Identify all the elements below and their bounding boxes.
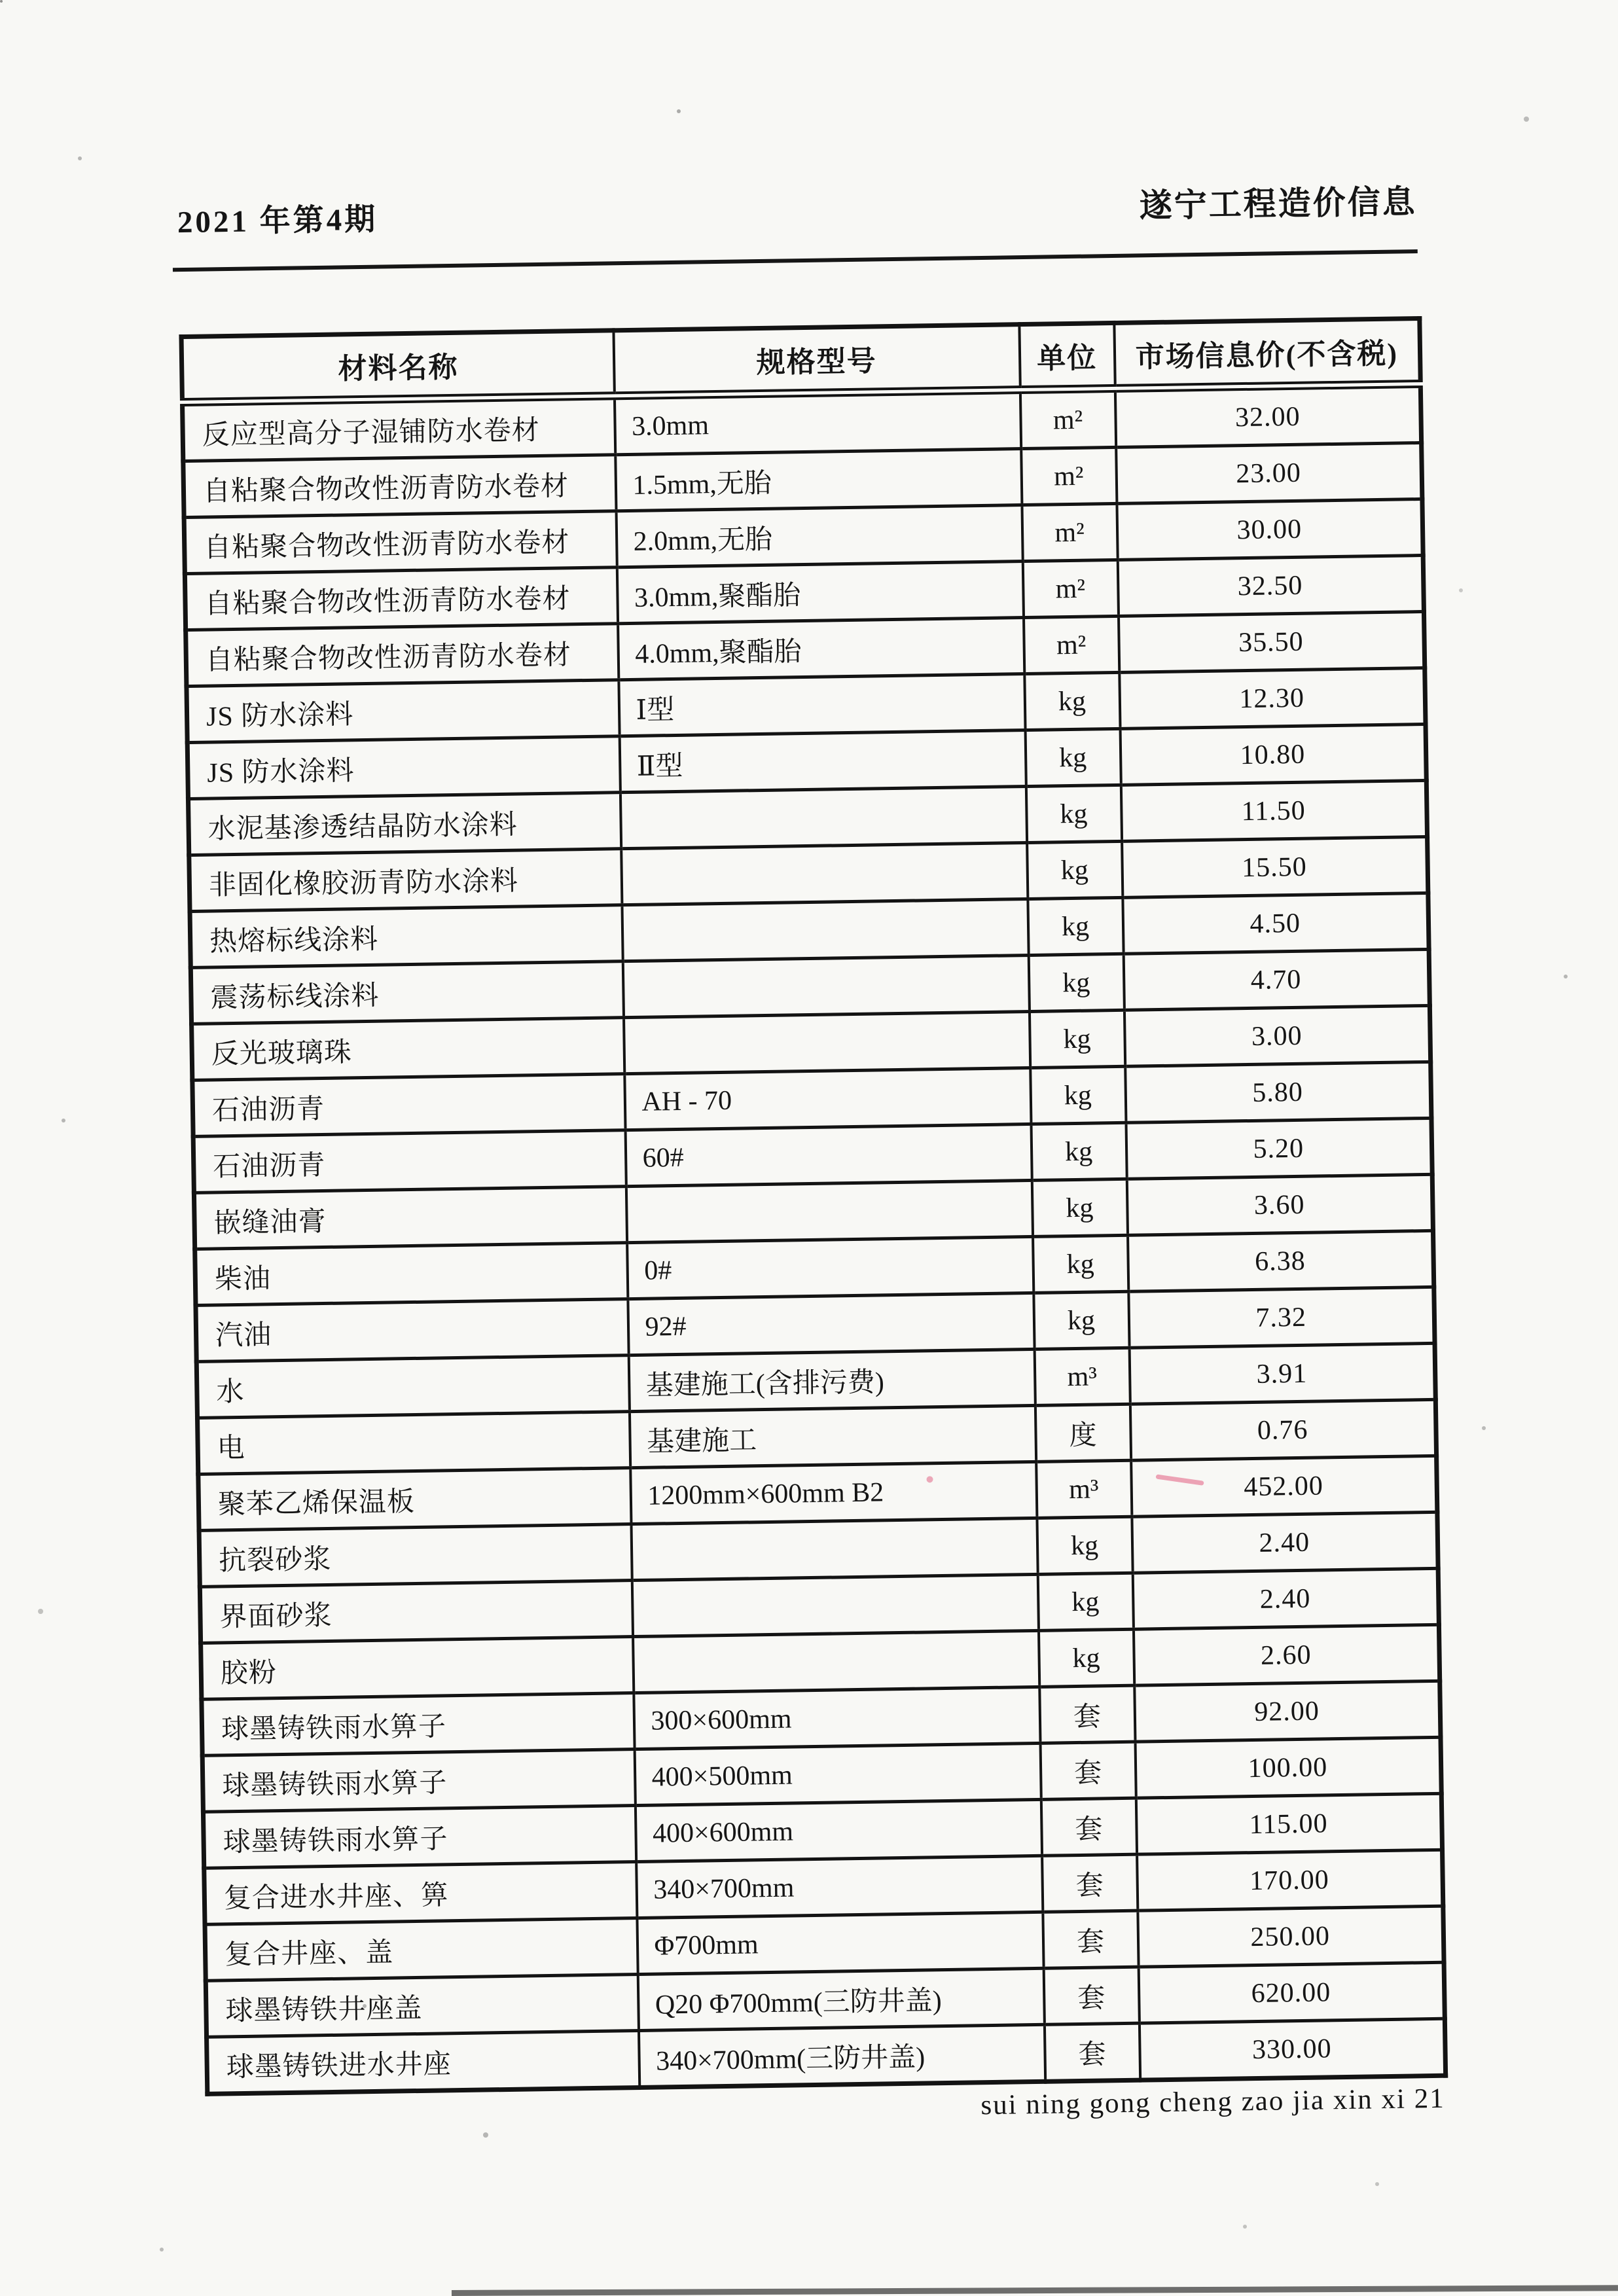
issue-label: 2021 年第4期 [177, 202, 378, 240]
cell-price: 4.70 [1123, 949, 1429, 1010]
material-price-table [179, 316, 1448, 2096]
cell-material-name: 热熔标线涂料 [190, 905, 622, 968]
cell-unit: kg [1032, 1179, 1127, 1236]
cell-price: 10.80 [1120, 724, 1426, 785]
cell-price: 2.40 [1132, 1512, 1438, 1573]
cell-price: 170.00 [1137, 1850, 1443, 1910]
cell-material-name: 复合进水井座、箅 [204, 1862, 637, 1925]
cell-material-name: 嵌缝油膏 [194, 1187, 626, 1249]
cell-price: 3.91 [1129, 1343, 1435, 1404]
col-header-spec-model: 规格型号 [613, 325, 1020, 396]
publication-title: 遂宁工程造价信息 [1139, 183, 1418, 224]
cell-price: 5.80 [1125, 1062, 1431, 1122]
cell-unit: 套 [1044, 2023, 1140, 2081]
cell-spec-model [624, 1011, 1030, 1073]
cell-unit: m³ [1034, 1348, 1130, 1405]
cell-spec-model [633, 1630, 1039, 1693]
cell-price: 100.00 [1135, 1737, 1441, 1798]
cell-price: 30.00 [1117, 499, 1423, 560]
cell-price: 115.00 [1136, 1793, 1442, 1854]
cell-material-name: 复合井座、盖 [205, 1918, 638, 1981]
cell-price: 250.00 [1138, 1906, 1444, 1967]
cell-unit: kg [1024, 672, 1120, 730]
cell-unit: 套 [1039, 1685, 1135, 1743]
cell-spec-model: Φ700mm [637, 1912, 1043, 1974]
cell-material-name: 界面砂浆 [200, 1581, 632, 1643]
cell-material-name: 水 [196, 1355, 629, 1418]
cell-spec-model: 300×600mm [634, 1687, 1040, 1749]
cell-price: 3.00 [1124, 1005, 1430, 1066]
cell-unit: kg [1034, 1291, 1129, 1349]
cell-material-name: 抗裂砂浆 [199, 1524, 632, 1587]
cell-spec-model: 2.0mm,无胎 [616, 505, 1022, 567]
cell-material-name: 震荡标线涂料 [190, 961, 623, 1024]
cell-material-name: JS 防水涂料 [187, 680, 619, 743]
cell-spec-model [620, 787, 1026, 849]
cell-price: 32.50 [1117, 555, 1424, 616]
cell-spec-model: 4.0mm,聚酯胎 [618, 618, 1024, 680]
cell-spec-model: 基建施工(含排污费) [628, 1349, 1035, 1411]
cell-unit: 套 [1042, 1854, 1138, 1912]
cell-material-name: 电 [198, 1412, 630, 1475]
cell-spec-model: 3.0mm [614, 390, 1020, 455]
cell-spec-model [621, 843, 1028, 905]
cell-material-name: 柴油 [195, 1243, 628, 1306]
cell-unit: 套 [1043, 1910, 1138, 1968]
cell-unit: 套 [1040, 1742, 1136, 1799]
cell-material-name: 自粘聚合物改性沥青防水卷材 [185, 567, 617, 630]
cell-material-name: 胶粉 [201, 1637, 634, 1700]
scan-artifact-pink-dot [926, 1476, 933, 1482]
cell-spec-model [631, 1518, 1037, 1580]
cell-unit: m³ [1036, 1460, 1132, 1518]
cell-unit: m² [1022, 560, 1118, 617]
cell-material-name: 球墨铸铁雨水箅子 [202, 1693, 634, 1756]
cell-unit: kg [1031, 1122, 1126, 1180]
cell-price: 2.60 [1133, 1624, 1439, 1685]
col-header-unit: 单位 [1019, 323, 1115, 389]
cell-unit: kg [1029, 1010, 1124, 1067]
cell-material-name: 石油沥青 [192, 1074, 625, 1137]
cell-spec-model [622, 899, 1028, 961]
cell-unit: m² [1022, 503, 1117, 561]
cell-spec-model: 340×700mm(三防井盖) [638, 2024, 1045, 2087]
cell-spec-model: Q20 Φ700mm(三防井盖) [638, 1968, 1044, 2030]
cell-price: 92.00 [1134, 1681, 1441, 1742]
cell-unit: 套 [1041, 1798, 1136, 1856]
cell-material-name: 球墨铸铁进水井座 [207, 2031, 639, 2094]
cell-spec-model: 92# [628, 1293, 1034, 1355]
cell-spec-model: Ⅰ型 [619, 674, 1025, 736]
cell-unit: m² [1021, 447, 1117, 505]
cell-spec-model: 基建施工 [629, 1405, 1035, 1467]
cell-price: 620.00 [1138, 1962, 1445, 2023]
cell-unit: kg [1027, 841, 1123, 899]
cell-spec-model [626, 1180, 1032, 1242]
cell-price: 23.00 [1116, 443, 1422, 504]
cell-material-name: 反应型高分子湿铺防水卷材 [182, 396, 615, 461]
cell-unit: kg [1033, 1235, 1128, 1293]
cell-price: 35.50 [1118, 611, 1424, 672]
cell-material-name: 自粘聚合物改性沥青防水卷材 [183, 455, 616, 518]
cell-spec-model: 1200mm×600mm B2 [630, 1462, 1037, 1524]
cell-spec-model: 0# [627, 1236, 1034, 1299]
cell-material-name: 自粘聚合物改性沥青防水卷材 [184, 511, 617, 574]
cell-price: 452.00 [1131, 1456, 1437, 1516]
cell-unit: 度 [1035, 1404, 1130, 1462]
cell-unit: kg [1030, 1066, 1126, 1124]
cell-unit: kg [1028, 954, 1124, 1011]
cell-material-name: 球墨铸铁井座盖 [206, 1975, 638, 2037]
header-rule [173, 249, 1418, 272]
cell-price: 2.40 [1132, 1568, 1439, 1629]
cell-material-name: 非固化橡胶沥青防水涂料 [189, 849, 622, 912]
cell-material-name: 自粘聚合物改性沥青防水卷材 [186, 624, 619, 687]
cell-spec-model: 3.0mm,聚酯胎 [617, 562, 1023, 624]
cell-material-name: 石油沥青 [193, 1130, 626, 1193]
cell-price: 15.50 [1122, 836, 1428, 897]
cell-price: 3.60 [1126, 1174, 1433, 1235]
cell-unit: kg [1037, 1516, 1132, 1574]
cell-spec-model [632, 1574, 1038, 1636]
cell-material-name: 聚苯乙烯保温板 [198, 1468, 631, 1531]
cell-unit: kg [1025, 728, 1121, 786]
cell-unit: kg [1026, 785, 1121, 842]
page-footer-pinyin: sui ning gong cheng zao jia xin xi 21 [980, 2083, 1445, 2121]
cell-price: 330.00 [1139, 2018, 1445, 2080]
cell-spec-model [622, 955, 1029, 1017]
cell-spec-model: Ⅱ型 [619, 730, 1026, 793]
cell-unit: m² [1024, 616, 1119, 673]
table-body [182, 384, 1445, 2094]
cell-price: 6.38 [1128, 1230, 1434, 1291]
cell-spec-model: 60# [625, 1124, 1032, 1186]
cell-price: 4.50 [1123, 893, 1429, 954]
cell-spec-model: 400×600mm [635, 1799, 1041, 1861]
cell-unit: 套 [1043, 1967, 1139, 2024]
scan-noise-specks [0, 0, 3, 3]
cell-material-name: 球墨铸铁雨水箅子 [203, 1806, 636, 1869]
cell-spec-model: AH - 70 [624, 1067, 1031, 1130]
cell-spec-model: 340×700mm [636, 1856, 1043, 1918]
cell-unit: kg [1038, 1629, 1134, 1687]
cell-unit: m² [1020, 388, 1115, 448]
cell-price: 5.20 [1126, 1118, 1432, 1179]
cell-material-name: JS 防水涂料 [187, 736, 620, 799]
col-header-market-price: 市场信息价(不含税) [1114, 319, 1420, 389]
cell-unit: kg [1028, 897, 1123, 955]
cell-unit: kg [1037, 1573, 1133, 1630]
cell-spec-model: 1.5mm,无胎 [615, 449, 1022, 511]
cell-price: 12.30 [1119, 668, 1426, 728]
cell-spec-model: 400×500mm [634, 1743, 1041, 1805]
cell-price: 7.32 [1128, 1287, 1435, 1348]
cell-material-name: 反光玻璃珠 [192, 1018, 624, 1081]
cell-price: 11.50 [1121, 780, 1427, 841]
cell-material-name: 水泥基渗透结晶防水涂料 [188, 793, 620, 855]
cell-material-name: 汽油 [196, 1299, 628, 1362]
cell-material-name: 球墨铸铁雨水箅子 [202, 1749, 635, 1812]
col-header-material-name: 材料名称 [181, 331, 614, 403]
cell-price: 32.00 [1115, 384, 1421, 448]
cell-price: 0.76 [1130, 1399, 1436, 1460]
